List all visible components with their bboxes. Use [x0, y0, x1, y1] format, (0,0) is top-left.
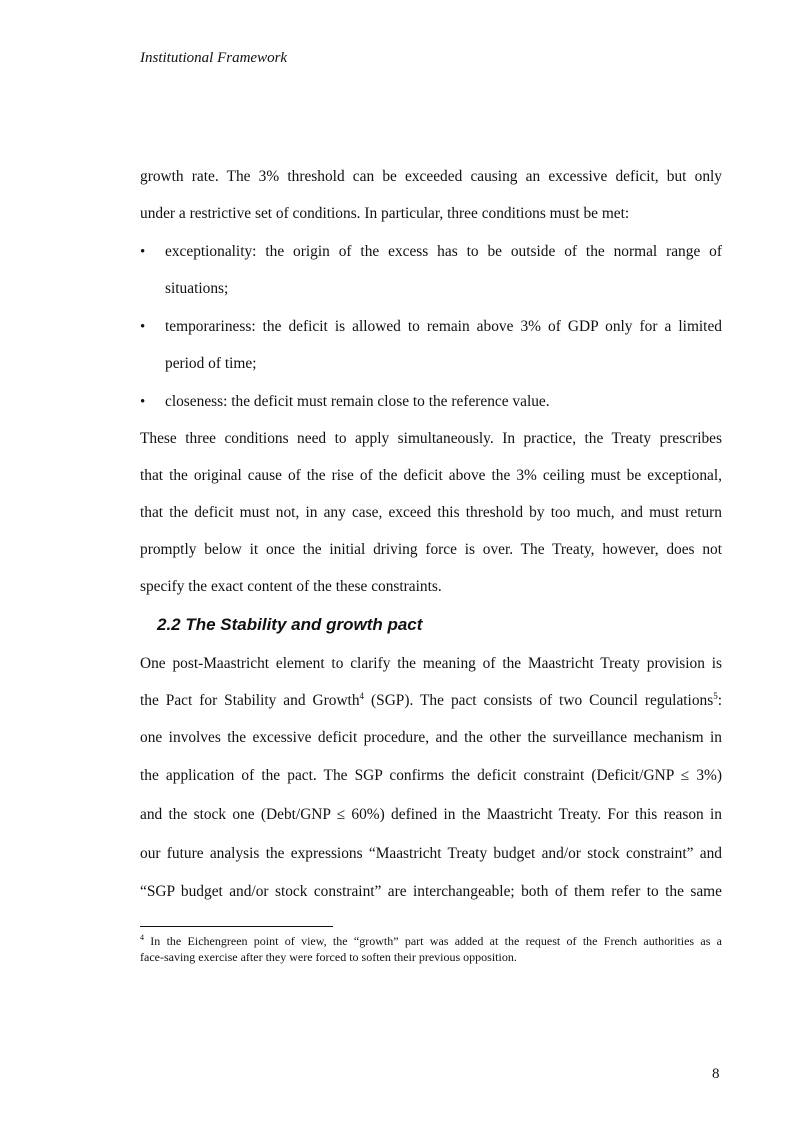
list-item: temporariness: the deficit is allowed to remain above 3% of GDP only for a limited [165, 318, 722, 335]
footnote-line [140, 934, 722, 948]
bullet-marker: • [140, 394, 146, 410]
body-line: the application of the pact. The SGP confirms the deficit constraint (Deficit/GNP ≤ 3%) [140, 767, 722, 784]
text-segment: : [717, 692, 722, 709]
text-segment: the Pact for Stability and Growth [140, 692, 360, 709]
section-heading: 2.2 The Stability and growth pact [157, 615, 423, 634]
body-line: One post-Maastricht element to clarify the meaning of the Maastricht Treaty provision is [140, 655, 722, 672]
bullet-marker: • [140, 244, 146, 260]
body-line: under a restrictive set of conditions. In particular, three conditions must be met: [140, 205, 630, 222]
footnote-number: 4 [140, 933, 144, 942]
body-line: promptly below it once the initial driving force is over. The Treaty, however, does not [140, 541, 722, 558]
running-header: Institutional Framework [140, 50, 288, 66]
bullet-marker: • [140, 319, 146, 335]
body-line: that the deficit must not, in any case, exceed this threshold by too much, and must return [140, 504, 722, 521]
list-item-continuation: situations; [165, 280, 229, 297]
footnote-ref-4[interactable]: 4 [359, 690, 365, 701]
body-line: specify the exact content of the these constraints. [140, 578, 442, 595]
body-line-with-footnote-refs [140, 692, 722, 710]
body-line: “SGP budget and/or stock constraint” are interchangeable; both of them refer to the same [140, 883, 722, 900]
footnote-text: In the Eichengreen point of view, the “growth” part was added at the request of the French authorities as a [144, 934, 722, 948]
body-line: that the original cause of the rise of the deficit above the 3% ceiling must be exceptional, [140, 467, 722, 484]
list-item: closeness: the deficit must remain close to the reference value. [165, 393, 550, 410]
body-line: one involves the excessive deficit procedure, and the other the surveillance mechanism in [140, 729, 722, 746]
footnote-ref-5[interactable]: 5 [713, 690, 718, 701]
body-line: our future analysis the expressions “Maastricht Treaty budget and/or stock constraint” and [140, 845, 722, 862]
body-line: These three conditions need to apply simultaneously. In practice, the Treaty prescribes [140, 430, 722, 447]
body-line: growth rate. The 3% threshold can be exceeded causing an excessive deficit, but only [140, 168, 722, 185]
footnote-divider [140, 926, 333, 927]
list-item-continuation: period of time; [165, 355, 257, 372]
list-item: exceptionality: the origin of the excess has to be outside of the normal range of [165, 243, 722, 260]
page-number: 8 [712, 1066, 720, 1082]
footnote-line: face-saving exercise after they were forced to soften their previous opposition. [140, 950, 517, 964]
body-line: and the stock one (Debt/GNP ≤ 60%) defined in the Maastricht Treaty. For this reason in [140, 806, 722, 823]
text-segment: (SGP). The pact consists of two Council regulations [364, 692, 714, 709]
